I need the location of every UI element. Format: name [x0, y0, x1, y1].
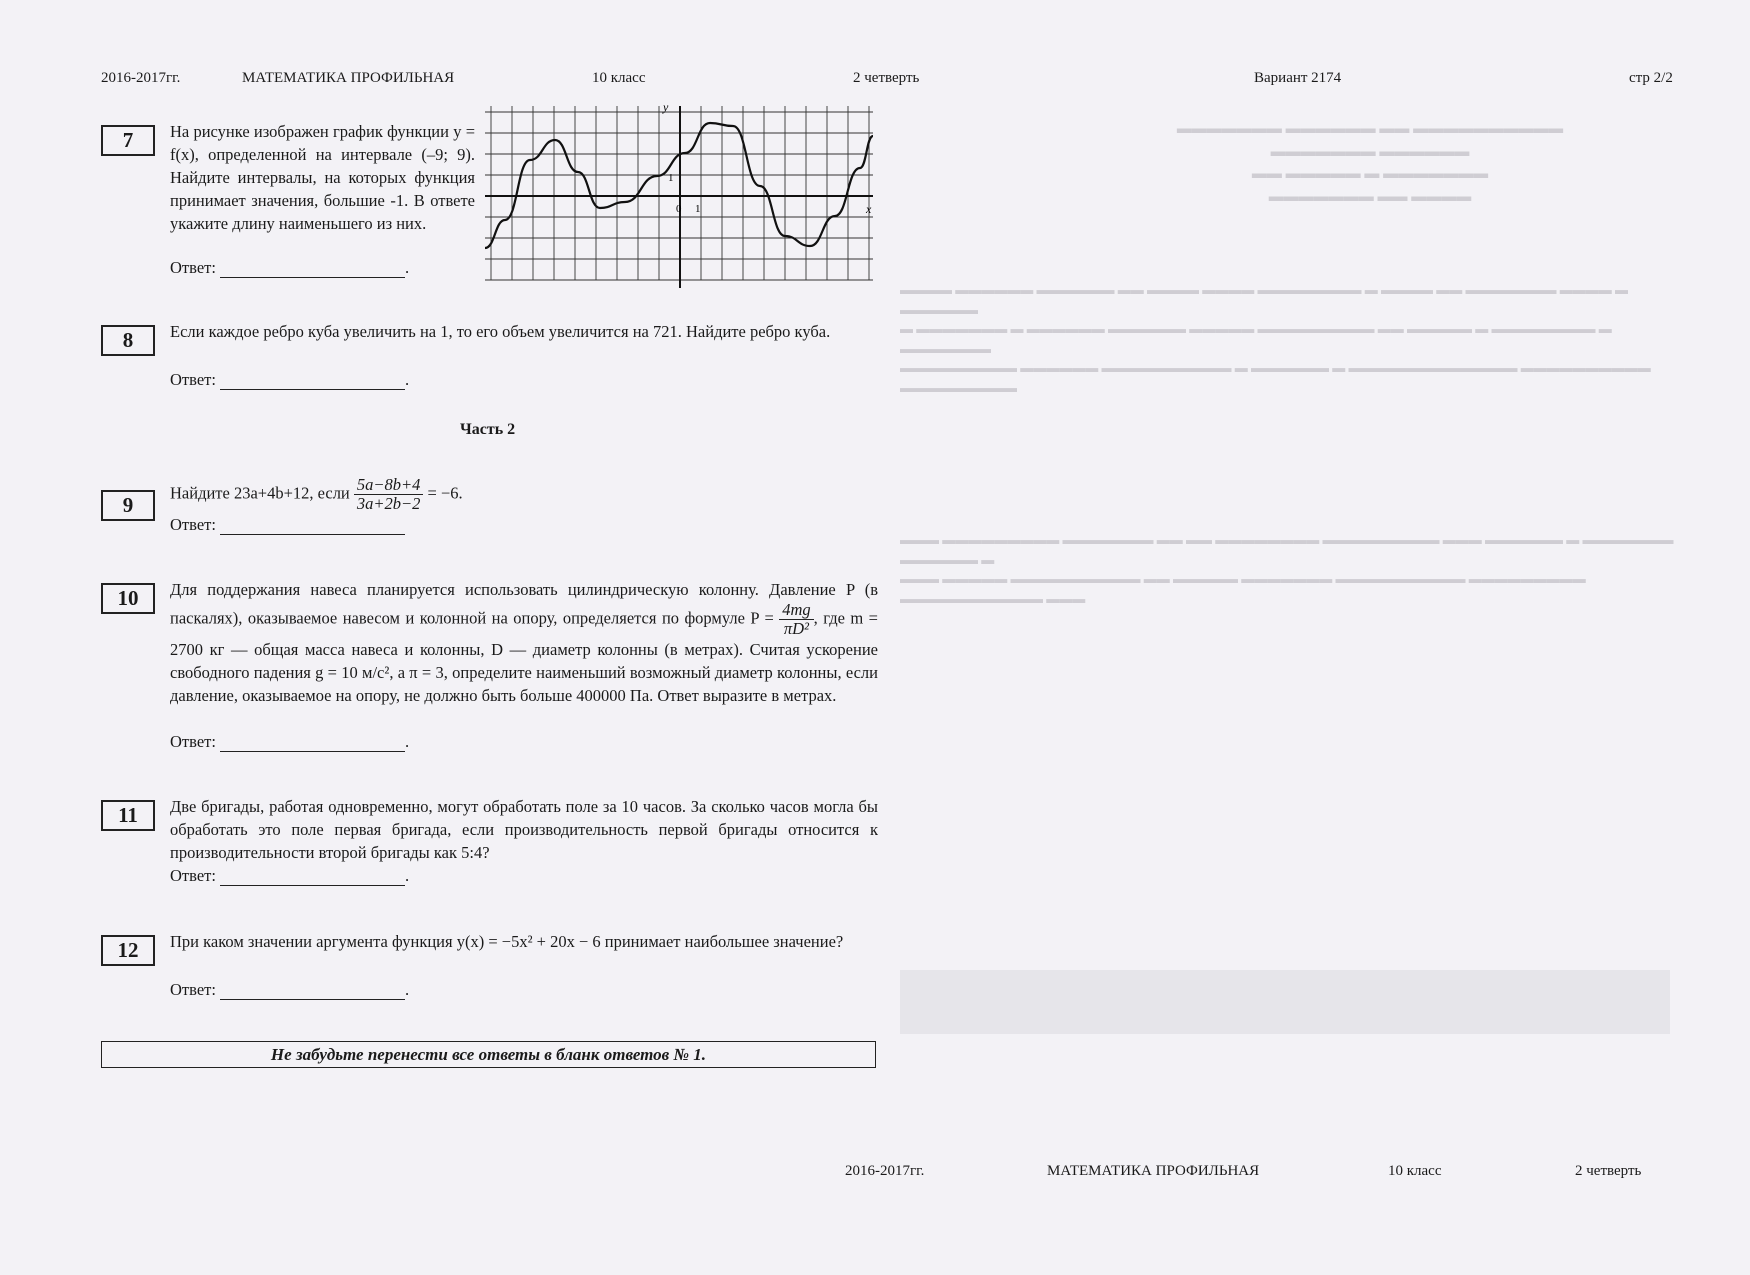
header-variant: Вариант 2174: [1254, 70, 1342, 86]
task-10-text-a: Для поддержания навеса планируется использовать цилиндрическую колонну. Давление P (в паскалях), оказываемое навесом и колонной на опору, определяется по формуле P =: [170, 580, 878, 628]
fraction-numerator: 5a−8b+4: [354, 476, 424, 495]
task-8-text: Если каждое ребро куба увеличить на 1, то его объем увеличится на 721. Найдите ребро куба.: [170, 322, 831, 341]
header-quarter: 2 четверть: [853, 70, 920, 86]
reminder-banner: Не забудьте перенести все ответы в бланк ответов № 1.: [101, 1041, 876, 1068]
bleed-through-grid: [900, 970, 1670, 1034]
part-2-heading: Часть 2: [460, 421, 516, 438]
x-axis-label: x: [866, 202, 872, 216]
task-7-answer: Ответ: .: [170, 258, 410, 277]
task-10-text: [170, 578, 878, 707]
task-12-text: При каком значении аргумента функция y(x) = −5x² + 20x − 6 принимает наибольшее значение?: [170, 932, 844, 951]
task-9-answer: [170, 515, 405, 535]
task-7-text: На рисунке изображен график функции y = f(x), определенной на интервале (–9; 9). Найдите интервалы, на которых функция принимает значения, большие -1. В ответе укажите длину наименьшего из них.: [170, 122, 475, 233]
answer-line[interactable]: [220, 373, 405, 390]
answer-line[interactable]: [220, 518, 405, 535]
task-10-answer: Ответ: .: [170, 732, 410, 751]
answer-label: Ответ:: [170, 515, 216, 534]
bleed-through-block-2: ▬▬▬ ▬▬▬▬▬▬▬▬▬ ▬▬▬▬▬▬▬ ▬▬ ▬▬ ▬▬▬▬▬▬▬▬ ▬▬▬▬▬▬▬▬▬ ▬▬▬ ▬▬▬▬▬▬ ▬ ▬▬▬▬▬▬▬ ▬▬▬▬▬▬ ▬ ▬▬▬ ▬▬▬▬▬ ▬▬▬▬▬▬▬▬▬▬ ▬▬ ▬▬▬▬▬ ▬▬▬▬▬▬▬ ▬▬▬▬▬▬▬▬▬▬ ▬▬▬▬▬▬▬▬▬ ▬▬▬▬▬▬▬▬▬▬▬ ▬▬▬: [900, 532, 1674, 606]
task-9-number: 9: [101, 490, 155, 521]
task-10-number: 10: [101, 583, 155, 614]
header-subject: МАТЕМАТИКА ПРОФИЛЬНАЯ: [242, 70, 455, 86]
answer-line[interactable]: [220, 983, 405, 1000]
footer-subject: МАТЕМАТИКА ПРОФИЛЬНАЯ: [1047, 1163, 1260, 1179]
answer-label: Ответ:: [170, 732, 216, 751]
footer-grade: 10 класс: [1388, 1163, 1442, 1179]
task-7-number: 7: [101, 125, 155, 156]
task-9-fraction: [354, 476, 424, 513]
bleed-through-text: ▬▬▬▬▬▬▬ ▬▬▬▬▬▬ ▬▬ ▬▬▬▬▬▬▬▬▬▬ ▬▬▬▬▬▬▬ ▬▬▬▬▬▬ ▬▬ ▬▬▬▬▬ ▬ ▬▬▬▬▬▬▬ ▬▬▬▬▬▬▬ ▬▬ ▬▬▬▬: [1176, 121, 1564, 205]
fraction-denominator: 3a+2b−2: [356, 494, 421, 513]
fraction-numerator: 4mg: [779, 601, 813, 620]
unit-x-label: 1: [695, 203, 701, 215]
task-9-prefix: Найдите 23a+4b+12, если: [170, 483, 350, 503]
task-11-number: 11: [101, 800, 155, 831]
unit-y-label: 1: [668, 172, 674, 184]
task-10-text-b: , где m = 2700 кг — общая масса навеса и колонны, D — диаметр колонны (в метрах). Считая ускорение свободного падения g = 10 м/с², а π = 3, определите наименьший возможный диаметр колонны, если давление, оказываемое на опору, не должно быть больше 400000 Па. Ответ выразите в метрах.: [170, 608, 878, 705]
header-page: стр 2/2: [1629, 70, 1673, 86]
task-8-number: 8: [101, 325, 155, 356]
task-10-fraction: [779, 601, 813, 638]
answer-label: Ответ:: [170, 866, 216, 885]
task-9-suffix: = −6.: [427, 483, 463, 503]
answer-label: Ответ:: [170, 370, 216, 389]
task-8-answer: Ответ: .: [170, 370, 410, 389]
function-graph: [485, 98, 875, 293]
task-12-number: 12: [101, 935, 155, 966]
bleed-through-block: ▬▬▬▬ ▬▬▬▬▬▬ ▬▬▬▬▬▬ ▬▬ ▬▬▬▬ ▬▬▬▬ ▬▬▬▬▬▬▬▬ ▬ ▬▬▬▬ ▬▬ ▬▬▬▬▬▬▬ ▬▬▬▬ ▬ ▬▬▬▬▬▬ ▬ ▬▬▬▬▬▬▬ ▬ ▬▬▬▬▬▬ ▬▬▬▬▬▬ ▬▬▬▬▬ ▬▬▬▬▬▬▬▬▬ ▬▬ ▬▬▬▬▬ ▬ ▬▬▬▬▬▬▬▬ ▬ ▬▬▬▬▬▬▬ ▬▬▬▬▬▬▬▬▬ ▬▬▬▬▬▬ ▬▬▬▬▬▬▬▬▬▬ ▬ ▬▬▬▬▬▬ ▬ ▬▬▬▬▬▬▬▬▬▬▬▬▬ ▬▬▬▬▬▬▬▬▬▬ ▬▬▬▬▬▬▬▬▬: [900, 282, 1651, 395]
answer-label: Ответ:: [170, 258, 216, 277]
y-axis-label: y: [663, 100, 669, 114]
task-12-answer: Ответ: .: [170, 980, 410, 999]
task-11-text: Две бригады, работая одновременно, могут обработать поле за 10 часов. За сколько часов могла бы обработать это поле первая бригада, если производительность первой бригады относится к производительности второй бригады как 5:4?: [170, 797, 878, 862]
header-years: 2016-2017гг.: [101, 70, 181, 86]
task-11-answer: Ответ: .: [170, 866, 410, 885]
answer-line[interactable]: [220, 735, 405, 752]
footer-quarter: 2 четверть: [1575, 1163, 1642, 1179]
answer-line[interactable]: [220, 869, 405, 886]
header-grade: 10 класс: [592, 70, 646, 86]
answer-line[interactable]: [220, 261, 405, 278]
answer-label: Ответ:: [170, 980, 216, 999]
origin-label: 0: [676, 203, 682, 215]
fraction-denominator: πD²: [783, 619, 810, 638]
task-9-text: [170, 476, 878, 513]
footer-years: 2016-2017гг.: [845, 1163, 925, 1179]
